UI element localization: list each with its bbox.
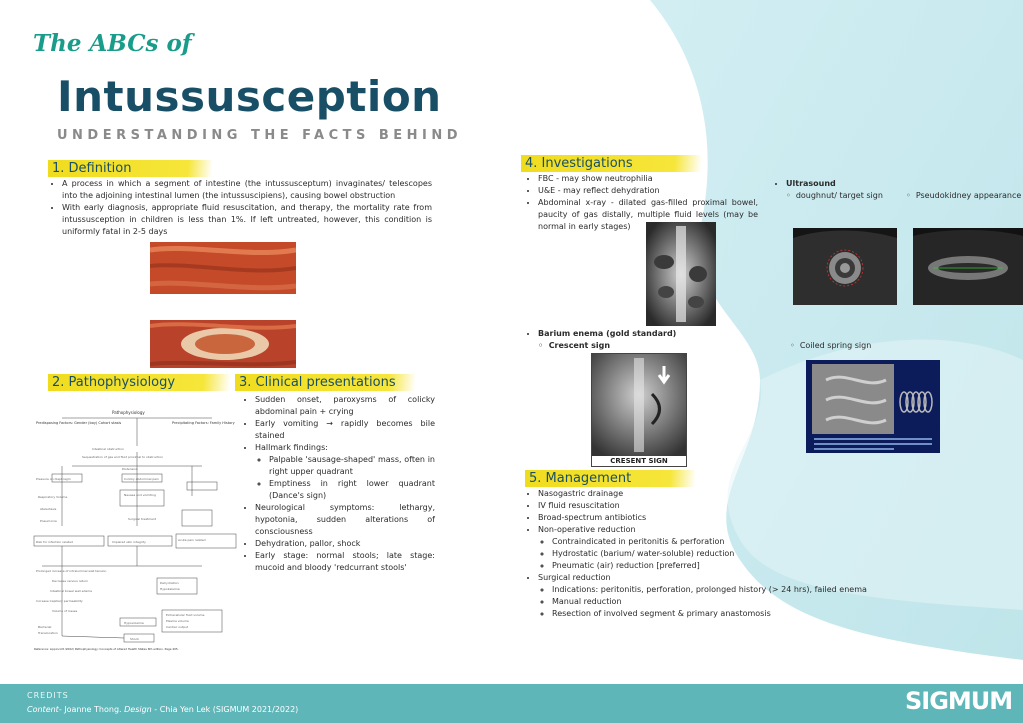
management-section xyxy=(522,488,902,620)
ultrasound-pseudokidney-image xyxy=(913,228,1023,305)
svg-text:Intestinal obstruction: Intestinal obstruction xyxy=(92,447,124,451)
ultrasound-section xyxy=(770,178,1023,190)
crescent-sign-xray xyxy=(591,353,687,467)
management-subbullet: ◦ Manual reduction xyxy=(552,596,902,608)
intestine-illustration-intussusception xyxy=(150,314,296,370)
flowchart-left-factors: Predisposing Factors: Gender (boy) Cohort stasis xyxy=(36,421,122,425)
design-value: - Chia Yen Lek (SIGMUM 2021/2022) xyxy=(151,705,299,714)
investigation-bullet: • FBC - may show neutrophilia xyxy=(538,173,758,185)
investigation-bullet: • U&E - may reflect dehydration xyxy=(538,185,758,197)
svg-text:Respiratory Volume: Respiratory Volume xyxy=(38,495,68,499)
svg-text:Increase Capillary permeabilit: Increase Capillary permeability xyxy=(36,599,83,603)
management-heading: 5. Management xyxy=(525,470,695,487)
clinical-bullet-text: Hallmark findings: xyxy=(255,443,328,452)
svg-text:Pneumonia: Pneumonia xyxy=(40,519,57,523)
pathophysiology-flowchart xyxy=(32,406,244,654)
ultrasound-label: • Ultrasound xyxy=(786,178,1023,190)
svg-text:Sequestration of gas and fluid: Sequestration of gas and fluid proximal to obstruction xyxy=(82,455,164,459)
management-bullet-text: Non-operative reduction xyxy=(538,525,636,534)
management-bullet: • IV fluid resuscitation xyxy=(538,500,902,512)
management-subbullet: ◦ Resection of involved segment & primary anastomosis xyxy=(552,608,902,620)
ultrasound-sign-label: Pseudokidney appearance xyxy=(915,191,1022,200)
credits-line xyxy=(27,705,298,714)
pretitle: The ABCs of xyxy=(33,30,192,57)
abdominal-xray-image xyxy=(646,222,716,326)
management-subbullet: ◦ Hydrostatic (barium/ water-soluble) reduction xyxy=(552,548,902,560)
clinical-bullet: • Early stage: normal stools; late stage: mucoid and bloody 'redcurrant stools' xyxy=(255,550,435,574)
svg-text:Extracellular fluid volume: Extracellular fluid volume xyxy=(166,613,205,617)
crescent-caption: CRESENT SIGN xyxy=(592,456,686,466)
clinical-bullet: • Dehydration, pallor, shock xyxy=(255,538,435,550)
ultrasound-sign-label: doughnut/ target sign xyxy=(795,191,883,200)
svg-text:Hypovolemia: Hypovolemia xyxy=(124,621,144,625)
management-subbullet: ◦ Contraindicated in peritonitis & perforation xyxy=(552,536,902,548)
pathophysiology-heading: 2. Pathophysiology xyxy=(48,374,230,391)
flowchart-title: Pathophysiology xyxy=(112,410,145,415)
content-value: - Joanne Thong. xyxy=(58,705,125,714)
definition-bullet: • With early diagnosis, appropriate fluid resuscitation, and therapy, the mortality rate from intussusception in children is less than 1%. If left untreated, however, this condition is uniformly fatal in 2-5 days xyxy=(62,202,432,238)
barium-sign-crescent xyxy=(538,340,738,352)
clinical-bullet: • Early vomiting → rapidly becomes bile stained xyxy=(255,418,435,442)
barium-sign-label: Coiled spring sign xyxy=(799,341,872,350)
clinical-bullet: • Neurological symptoms: lethargy, hypotonia, sudden alterations of consciousness xyxy=(255,502,435,538)
circle-bullet-icon: ◦ xyxy=(790,341,800,350)
intestine-illustration-normal xyxy=(150,236,296,302)
circle-bullet-icon: ◦ xyxy=(786,191,796,200)
svg-text:Nausea and vomiting: Nausea and vomiting xyxy=(124,493,156,497)
svg-text:Hypokalemia: Hypokalemia xyxy=(160,587,180,591)
svg-text:Intestinal bowel wall edema: Intestinal bowel wall edema xyxy=(50,589,93,593)
management-subbullet: ◦ Indications: peritonitis, perforation, prolonged history (> 24 hrs), failed enema xyxy=(552,584,902,596)
ultrasound-sign-doughnut xyxy=(786,190,916,202)
clinical-section xyxy=(239,394,435,574)
management-subbullet: ◦ Pneumatic (air) reduction [preferred] xyxy=(552,560,902,572)
svg-text:Acute pain related: Acute pain related xyxy=(178,538,206,542)
svg-text:Atelectasis: Atelectasis xyxy=(40,507,57,511)
flowchart-right-factors: Precipitating Factors: Family History xyxy=(172,421,235,425)
definition-bullet: • A process in which a segment of intestine (the intussusceptum) invaginates/ telescopes into the adjoining intestinal lumen (the intussuscipiens), causing bowel obstruction xyxy=(62,178,432,202)
footer-bar xyxy=(0,684,1023,723)
svg-text:Distension: Distension xyxy=(122,467,138,471)
definition-heading: 1. Definition xyxy=(48,160,212,177)
svg-text:Surgical treatment: Surgical treatment xyxy=(128,517,157,521)
investigations-section xyxy=(522,173,758,233)
svg-text:Plasma volume: Plasma volume xyxy=(166,619,189,623)
page-title: Intussusception xyxy=(57,72,442,121)
management-bullet-text: Surgical reduction xyxy=(538,573,611,582)
investigation-bullet: • Abdominal x-ray - dilated gas-filled proximal bowel, paucity of gas distally, multiple fluid levels (may be normal in early stages) xyxy=(538,197,758,233)
svg-text:Pressure on diaphragm: Pressure on diaphragm xyxy=(36,477,71,481)
clinical-heading: 3. Clinical presentations xyxy=(235,374,415,391)
management-bullet xyxy=(538,572,902,620)
content-label: Content xyxy=(27,705,59,714)
svg-text:Bacterial: Bacterial xyxy=(38,625,52,629)
svg-text:Volume of losses: Volume of losses xyxy=(52,609,78,613)
barium-section xyxy=(522,328,782,340)
clinical-bullet: • Sudden onset, paroxysms of colicky abdominal pain + crying xyxy=(255,394,435,418)
barium-sign-label: Crescent sign xyxy=(548,341,611,350)
circle-bullet-icon: ◦ xyxy=(538,341,549,350)
design-label: Design xyxy=(124,705,152,714)
investigations-heading: 4. Investigations xyxy=(521,155,701,172)
clinical-bullet xyxy=(255,442,435,502)
coiled-spring-xray xyxy=(806,360,940,453)
credits-title: CREDITS xyxy=(27,691,69,700)
management-bullet: • Nasogastric drainage xyxy=(538,488,902,500)
clinical-subbullet: ◦ Palpable 'sausage-shaped' mass, often in right upper quadrant xyxy=(269,454,435,478)
svg-text:Dehydration: Dehydration xyxy=(160,581,179,585)
svg-text:Decrease venous return: Decrease venous return xyxy=(52,579,88,583)
svg-text:Cardiac output: Cardiac output xyxy=(166,625,189,629)
circle-bullet-icon: ◦ xyxy=(906,191,916,200)
barium-label: • Barium enema (gold standard) xyxy=(538,328,782,340)
management-bullet: • Broad-spectrum antibiotics xyxy=(538,512,902,524)
sigmum-logo: SIGMUM xyxy=(905,687,1013,715)
svg-text:Shock: Shock xyxy=(130,637,140,641)
svg-text:Risk for infection related: Risk for infection related xyxy=(36,540,73,544)
clinical-subbullet: ◦ Emptiness in right lower quadrant (Dance's sign) xyxy=(269,478,435,502)
svg-text:Prolonged increase of intralum: Prolonged increase of intraluminal wall tension xyxy=(36,569,107,573)
ultrasound-target-image xyxy=(793,228,897,305)
svg-text:Impaired skin integrity: Impaired skin integrity xyxy=(112,540,146,544)
svg-text:Colicky abdominal pain: Colicky abdominal pain xyxy=(124,477,159,481)
ultrasound-sign-pseudokidney xyxy=(906,190,1023,202)
management-bullet xyxy=(538,524,902,572)
barium-sign-coiled-spring xyxy=(790,340,990,352)
flowchart-reference: Reference: Lippincott (2002) Pathophysiology: Concepts of Altered Health States 6th edition. Page 405. xyxy=(34,647,179,651)
page-subtitle: UNDERSTANDING THE FACTS BEHIND xyxy=(57,128,463,143)
definition-section xyxy=(46,178,432,238)
svg-text:Translocation: Translocation xyxy=(38,631,58,635)
